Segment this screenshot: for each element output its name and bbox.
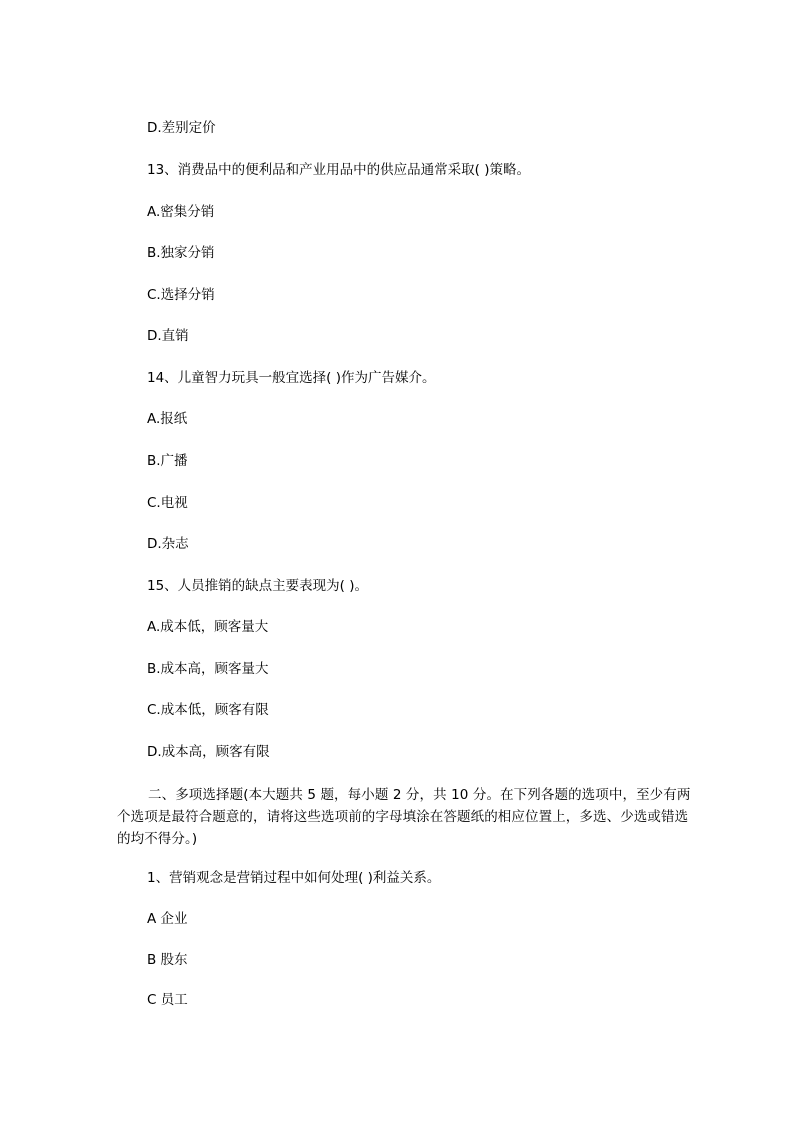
option-a-q15: A.成本低，顾客量大	[147, 619, 269, 635]
option-c-q15: C.成本低，顾客有限	[147, 702, 269, 718]
option-c-q1: C 员工	[147, 992, 188, 1008]
option-d-q15: D.成本高，顾客有限	[147, 744, 270, 760]
option-c-q13: C.选择分销	[147, 287, 215, 303]
question-1: 1、营销观念是营销过程中如何处理( )利益关系。	[147, 870, 441, 886]
option-a-q14: A.报纸	[147, 411, 188, 427]
option-c-q14: C.电视	[147, 495, 188, 511]
option-b-q1: B 股东	[147, 952, 188, 968]
option-a-q13: A.密集分销	[147, 204, 215, 220]
section-heading: 二、多项选择题(本大题共 5 题，每小题 2 分，共 10 分。在下列各题的选项中，至少有两个选项是最符合题意的，请将这些选项前的字母填涂在答题纸的相应位置上，多选、少选或错选的均不得分。)	[117, 787, 691, 847]
option-d-q13: D.直销	[147, 328, 189, 344]
question-13: 13、消费品中的便利品和产业用品中的供应品通常采取( )策略。	[147, 162, 531, 178]
option-d-q12: D.差别定价	[147, 120, 216, 136]
option-d-q14: D.杂志	[147, 536, 189, 552]
option-b-q14: B.广播	[147, 453, 188, 469]
option-a-q1: A 企业	[147, 911, 188, 927]
option-b-q15: B.成本高，顾客量大	[147, 661, 269, 677]
question-15: 15、人员推销的缺点主要表现为( )。	[147, 578, 369, 594]
option-b-q13: B.独家分销	[147, 245, 215, 261]
question-14: 14、儿童智力玩具一般宜选择( )作为广告媒介。	[147, 370, 436, 386]
